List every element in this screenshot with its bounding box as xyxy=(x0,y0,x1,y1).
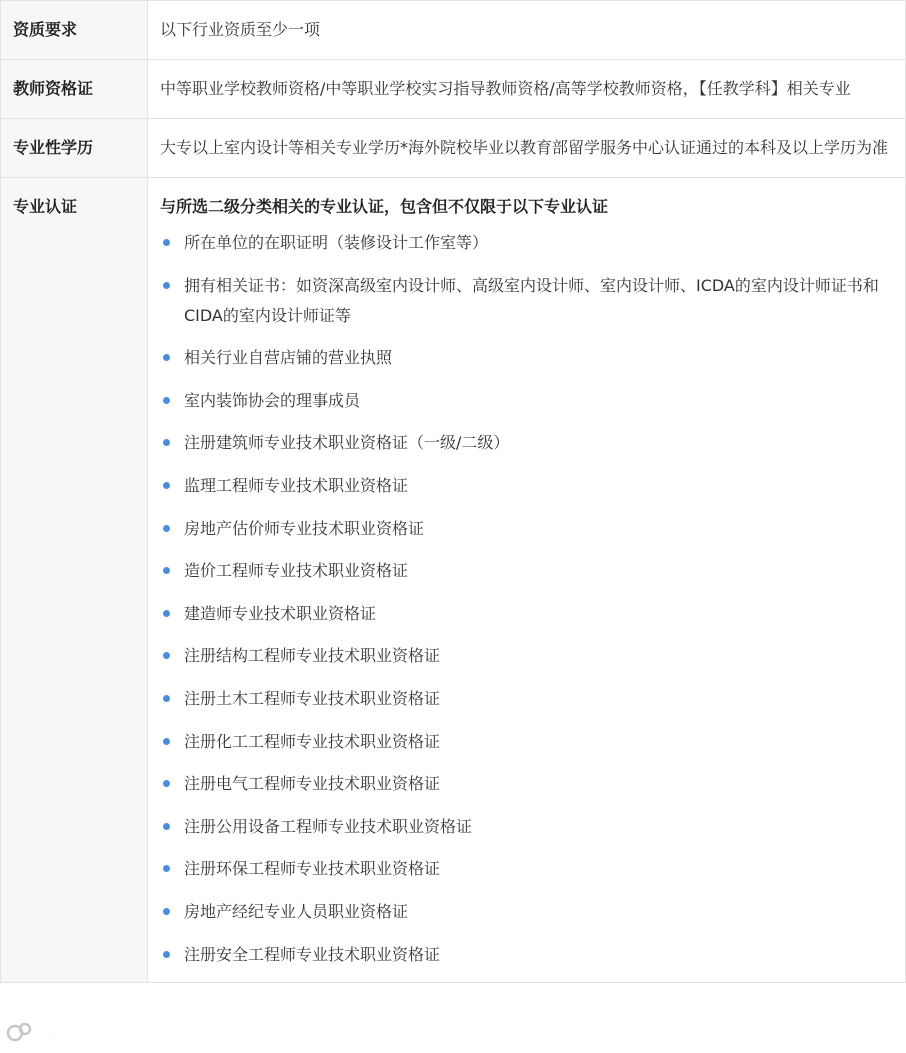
row-label: 专业认证 xyxy=(1,178,148,983)
list-item-text: 房地产经纪专业人员职业资格证 xyxy=(184,901,409,921)
list-item xyxy=(160,897,897,927)
list-item-text: 建造师专业技术职业资格证 xyxy=(184,603,377,623)
table-row xyxy=(1,178,906,983)
list-item-text: 注册环保工程师专业技术职业资格证 xyxy=(184,859,441,879)
list-item xyxy=(160,727,897,757)
list-item xyxy=(160,684,897,714)
bullet-icon xyxy=(163,908,170,915)
list-item-text: 注册公用设备工程师专业技术职业资格证 xyxy=(184,816,473,836)
bullet-icon xyxy=(163,282,170,289)
list-item xyxy=(160,599,897,629)
bullet-icon xyxy=(163,695,170,702)
list-item xyxy=(160,514,897,544)
bullet-icon xyxy=(163,738,170,745)
list-item-text: 造价工程师专业技术职业资格证 xyxy=(184,561,409,581)
watermark-logo-icon xyxy=(6,1020,34,1044)
bullet-icon xyxy=(163,610,170,617)
table-row xyxy=(1,1,906,60)
list-item-text: 注册建筑师专业技术职业资格证（一级/二级） xyxy=(184,433,510,453)
list-item-text: 监理工程师专业技术职业资格证 xyxy=(184,475,409,495)
bullet-icon xyxy=(163,354,170,361)
list-item xyxy=(160,854,897,884)
row-value: 中等职业学校教师资格/中等职业学校实习指导教师资格/高等学校教师资格，【任教学科】相关专业 xyxy=(148,60,906,119)
row-label: 资质要求 xyxy=(1,1,148,60)
bullet-icon xyxy=(163,951,170,958)
bullet-icon xyxy=(163,482,170,489)
certification-intro: 与所选二级分类相关的专业认证，包含但不仅限于以下专业认证 xyxy=(160,197,609,216)
bullet-icon xyxy=(163,439,170,446)
list-item-text: 相关行业自营店铺的营业执照 xyxy=(184,348,393,368)
bullet-icon xyxy=(163,823,170,830)
list-item xyxy=(160,769,897,799)
bullet-icon xyxy=(163,397,170,404)
bullet-icon xyxy=(163,239,170,246)
row-value: 大专以上室内设计等相关专业学历*海外院校毕业以教育部留学服务中心认证通过的本科及以上学历为准 xyxy=(148,119,906,178)
list-item xyxy=(160,556,897,586)
list-item xyxy=(160,812,897,842)
watermark-text: 大数跨境 xyxy=(38,1024,110,1045)
list-item-text: 注册土木工程师专业技术职业资格证 xyxy=(184,688,441,708)
bullet-icon xyxy=(163,652,170,659)
list-item xyxy=(160,940,897,970)
list-item-text: 注册安全工程师专业技术职业资格证 xyxy=(184,944,441,964)
list-item xyxy=(160,471,897,501)
row-label: 专业性学历 xyxy=(1,119,148,178)
bullet-icon xyxy=(163,525,170,532)
list-item-text: 所在单位的在职证明（装修设计工作室等） xyxy=(184,233,489,252)
certification-list xyxy=(160,228,897,970)
list-item xyxy=(160,428,897,458)
list-item-text: 注册结构工程师专业技术职业资格证 xyxy=(184,646,441,666)
list-item xyxy=(160,228,897,258)
bullet-icon xyxy=(163,780,170,787)
watermark xyxy=(6,1017,110,1047)
list-item-text: 拥有相关证书：如资深高级室内设计师、高级室内设计师、室内设计师、ICDA的室内设计师证书和CIDA的室内设计师证等 xyxy=(184,275,879,325)
row-value: 以下行业资质至少一项 xyxy=(148,1,906,60)
list-item xyxy=(160,641,897,671)
row-label: 教师资格证 xyxy=(1,60,148,119)
list-item-text: 注册化工工程师专业技术职业资格证 xyxy=(184,731,441,751)
list-item xyxy=(160,386,897,416)
bullet-icon xyxy=(163,865,170,872)
table-row xyxy=(1,119,906,178)
list-item-text: 室内装饰协会的理事成员 xyxy=(184,390,361,410)
list-item-text: 注册电气工程师专业技术职业资格证 xyxy=(184,774,441,794)
list-item xyxy=(160,343,897,373)
list-item xyxy=(160,271,897,331)
table-row xyxy=(1,60,906,119)
list-item-text: 房地产估价师专业技术职业资格证 xyxy=(184,518,425,538)
row-value xyxy=(148,178,906,983)
bullet-icon xyxy=(163,567,170,574)
